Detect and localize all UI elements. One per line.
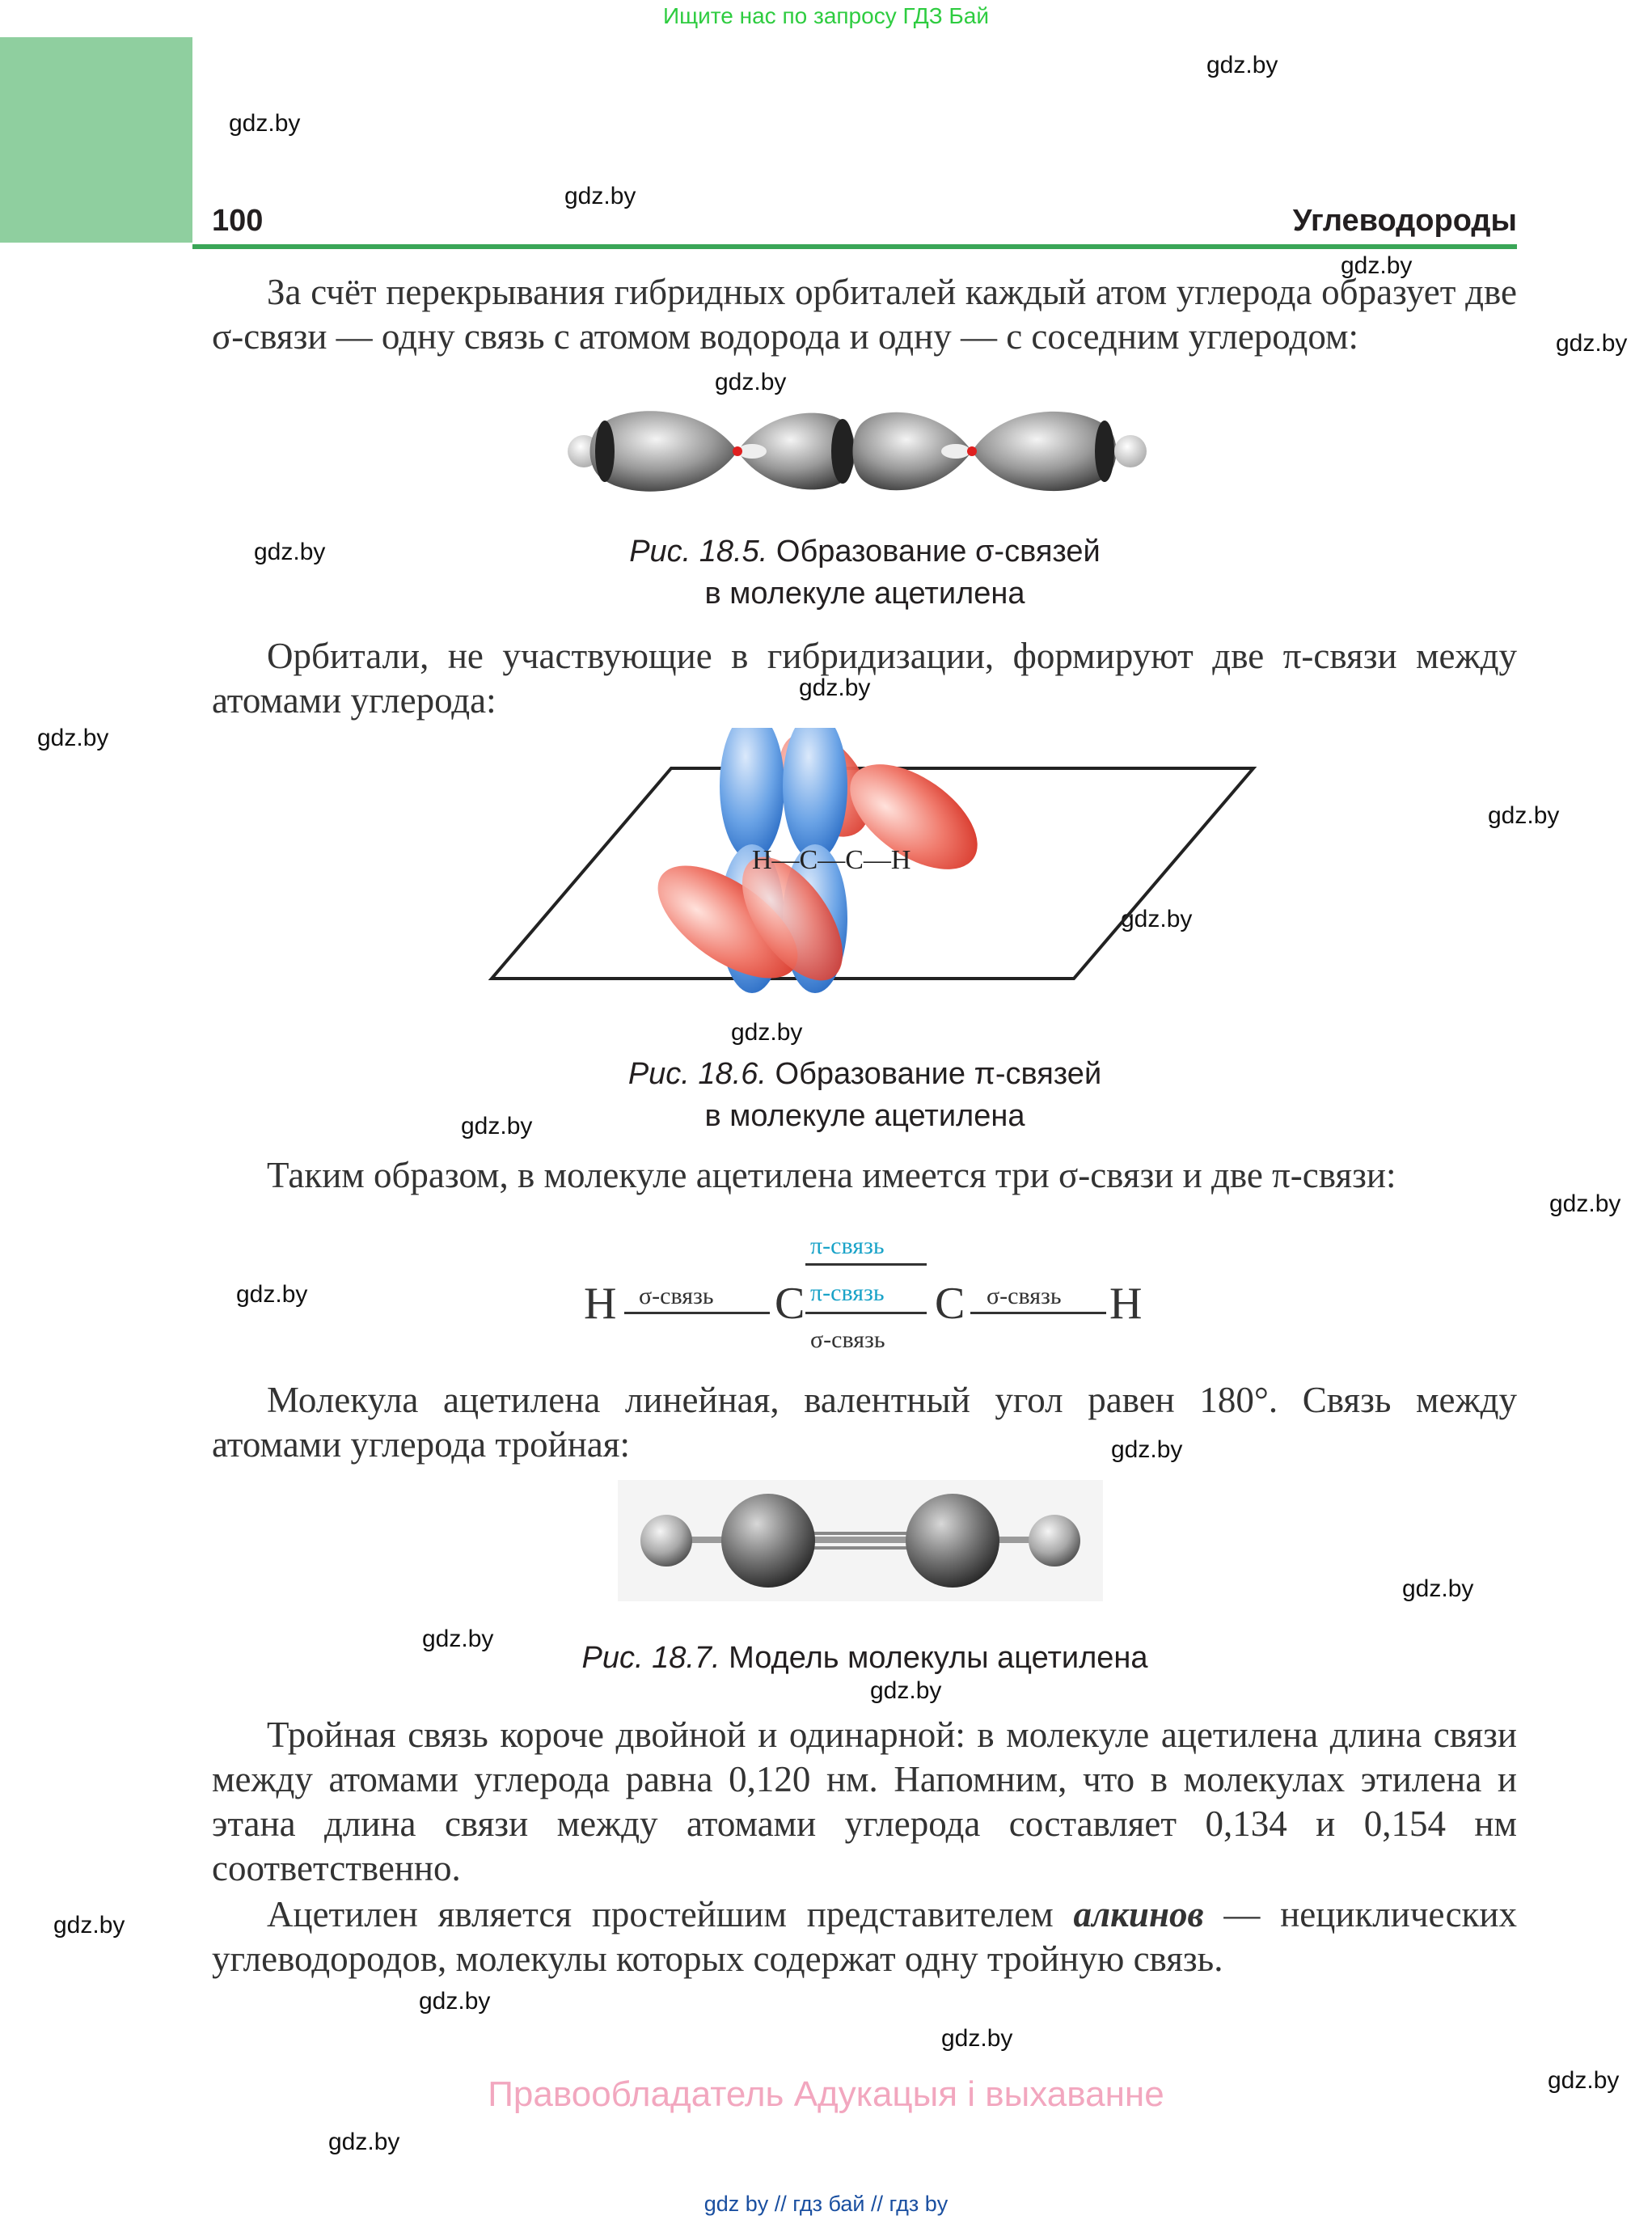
atom-h-left: H: [584, 1279, 617, 1329]
watermark: gdz.by: [1111, 1436, 1183, 1463]
paragraph-bond-length: Тройная связь короче двойной и одинарной: в молекуле ацетилена длина связи между атомами углерода равна 0,120 нм. Напомним, что в молекулах этилена и этана длина связи между атомами углерода составляет 0,134 и 0,154 нм соответственно.: [212, 1715, 1517, 1888]
watermark: gdz.by: [870, 1677, 942, 1704]
watermark: gdz.by: [941, 2025, 1013, 2052]
watermark: gdz.by: [461, 1113, 533, 1139]
page-corner-tab: [0, 37, 192, 243]
paragraph-pi-bonds: Орбитали, не участвующие в гибридизации, формируют две π-связи между атомами углерода:: [212, 636, 1517, 721]
bond-scheme: [566, 1229, 1148, 1375]
figure-18-7-caption: Рис. 18.7. Модель молекулы ацетилена: [581, 1641, 1148, 1675]
watermark: gdz.by: [37, 725, 109, 751]
watermark: gdz.by: [53, 1912, 125, 1939]
paragraph-sigma-bonds: За счёт перекрывания гибридных орбиталей каждый атом углерода образует две σ-связи — одну связь с атомом водорода и одну — с соседним углеродом:: [212, 272, 1517, 357]
watermark: gdz.by: [254, 539, 326, 565]
watermark: gdz.by: [1341, 252, 1413, 279]
watermark: gdz.by: [1402, 1575, 1474, 1602]
watermark: gdz.by: [1206, 52, 1278, 78]
pi-label-top: π-связь: [810, 1233, 885, 1259]
term-alkynes: алкинов: [1073, 1894, 1204, 1934]
paragraph-bond-count: Таким образом, в молекуле ацетилена имеется три σ-связи и две π-связи:: [267, 1155, 1396, 1195]
chapter-title: Углеводороды: [1292, 204, 1517, 238]
atom-h-right: H: [1109, 1279, 1143, 1329]
sigma-label-center: σ-связь: [810, 1326, 885, 1353]
header-rule: [192, 244, 1517, 249]
watermark: gdz.by: [1488, 802, 1560, 829]
page-number: 100: [212, 204, 264, 238]
acetylene-model-figure: [618, 1480, 1103, 1601]
watermark: gdz.by: [731, 1019, 803, 1046]
pi-figure-formula: H—C—C—H: [752, 845, 911, 875]
copyright-holder: Правообладатель Адукацыя і выхаванне: [488, 2074, 1164, 2114]
atom-c-right: C: [935, 1279, 965, 1329]
watermark: gdz.by: [229, 110, 301, 137]
paragraph-triple-bond: Молекула ацетилена линейная, валентный угол равен 180°. Связь между атомами углерода тройная:: [212, 1380, 1517, 1465]
watermark: gdz.by: [564, 183, 636, 209]
pi-label-middle: π-связь: [810, 1279, 885, 1306]
sigma-label-right: σ-связь: [987, 1283, 1062, 1309]
watermark: gdz.by: [1548, 2067, 1620, 2094]
footer-links[interactable]: gdz by // гдз бай // гдз by: [703, 2192, 949, 2216]
watermark: gdz.by: [715, 369, 787, 395]
pi-orbitals-figure: [485, 728, 1261, 1003]
sigma-orbitals-figure: [558, 395, 1156, 508]
watermark: gdz.by: [1549, 1190, 1621, 1217]
sigma-label-left: σ-связь: [639, 1283, 714, 1309]
watermark: gdz.by: [1121, 906, 1193, 932]
watermark: gdz.by: [236, 1281, 308, 1308]
watermark: gdz.by: [422, 1626, 494, 1652]
watermark: gdz.by: [328, 2129, 400, 2155]
figure-18-6-caption: Рис. 18.6. Образование π-связей в молекуле ацетилена: [627, 1057, 1102, 1133]
watermark: gdz.by: [799, 674, 871, 701]
top-banner: Ищите нас по запросу ГДЗ Бай: [662, 3, 990, 28]
atom-c-left: C: [775, 1279, 805, 1329]
watermark: gdz.by: [419, 1988, 491, 2015]
paragraph-alkynes: Ацетилен является простейшим представителем алкинов — нециклических углеводородов, молекулы которых содержат одну тройную связь.: [212, 1894, 1517, 1979]
watermark: gdz.by: [1556, 330, 1628, 357]
figure-18-5-caption: Рис. 18.5. Образование σ-связей в молекуле ацетилена: [629, 535, 1101, 611]
